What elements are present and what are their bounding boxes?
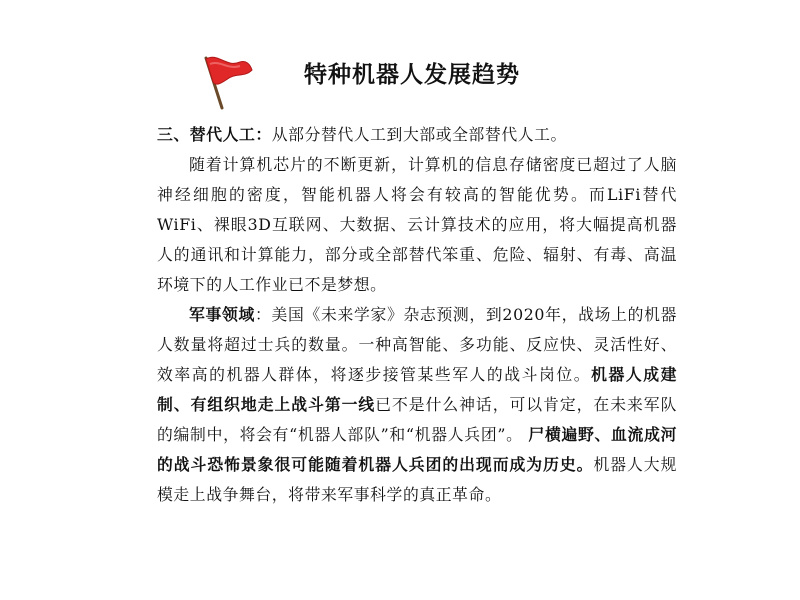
section-heading: [157, 120, 677, 150]
para2-text-3: 机器人大规模走上战争舞台，将带来军事科学的真正革命。: [157, 455, 677, 504]
paragraph-2: [157, 300, 677, 510]
paragraph-1: 随着计算机芯片的不断更新，计算机的信息存储密度已超过了人脑神经细胞的密度，智能机器人将会有较高的智能优势。而LiFi替代WiFi、裸眼3D互联网、大数据、云计算技术的应用，将大幅提高机器人的通讯和计算能力，部分或全部替代笨重、危险、辐射、有毒、高温环境下的人工作业已不是梦想。: [157, 155, 677, 294]
section-label: 三、替代人工：: [157, 125, 272, 144]
section-text: 从部分替代人工到大部或全部替代人工。: [271, 125, 567, 144]
para2-bold-2: 尸横遍野、血流成河的战斗恐怖景象很可能随着机器人兵团的出现而成为历史。: [157, 425, 678, 474]
para2-text-1: ：美国《未来学家》杂志预测，到2020年，战场上的机器人数量将超过士兵的数量。一种高智能、多功能、反应快、灵活性好、效率高的机器人群体，将逐步接管某些军人的战斗岗位。: [157, 305, 677, 384]
page-title: 特种机器人发展趋势: [304, 62, 520, 88]
para2-text-2: 已不是什么神话，可以肯定，在未来军队的编制中，将会有“机器人部队”和“机器人兵团”。: [157, 395, 677, 444]
military-label: 军事领域: [189, 305, 255, 324]
document-body: [157, 120, 677, 510]
para2-bold-1: 机器人成建制、有组织地走上战斗第一线: [157, 365, 677, 414]
red-flag-icon: [196, 50, 256, 112]
